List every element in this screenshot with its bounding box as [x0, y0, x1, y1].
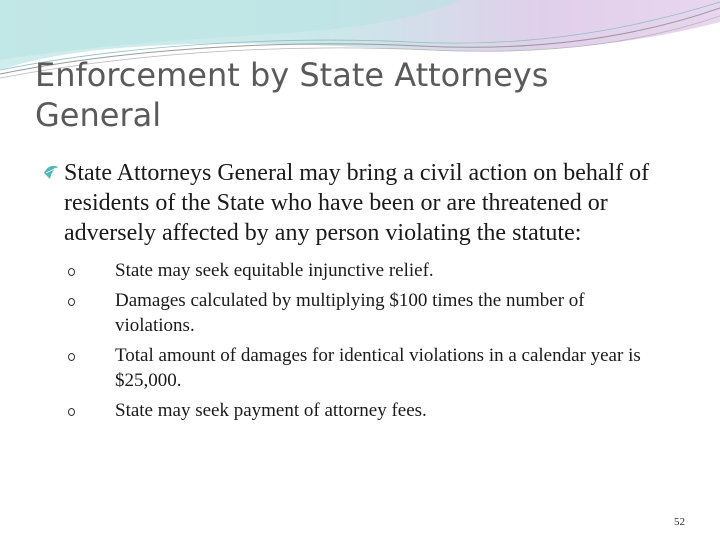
circle-bullet-icon — [68, 353, 75, 361]
sub-bullet-item — [62, 343, 682, 393]
sub-bullet-text: State may seek payment of attorney fees. — [115, 400, 427, 421]
sub-bullet-item — [62, 258, 682, 283]
sub-bullet-text: Damages calculated by multiplying $100 times the number of violations. — [115, 290, 585, 336]
page-number: 52 — [674, 516, 685, 528]
sub-bullet-text: Total amount of damages for identical violations in a calendar year is $25,000. — [115, 345, 641, 391]
circle-bullet-icon — [68, 268, 75, 276]
leaf-bullet-icon — [42, 163, 60, 183]
sub-bullet-item — [62, 398, 682, 423]
sub-bullet-list — [42, 258, 682, 423]
circle-bullet-icon — [68, 298, 75, 306]
sub-bullet-text: State may seek equitable injunctive relief. — [115, 260, 434, 281]
sub-bullet-item — [62, 288, 682, 338]
main-bullet-text: State Attorneys General may bring a civil action on behalf of residents of the State who have been or are threatened or adversely affected by any person violating the statute: — [64, 160, 650, 246]
slide-title: Enforcement by State Attorneys General — [35, 56, 549, 134]
circle-bullet-icon — [68, 408, 75, 416]
slide-body — [42, 158, 682, 428]
main-bullet — [42, 158, 682, 248]
